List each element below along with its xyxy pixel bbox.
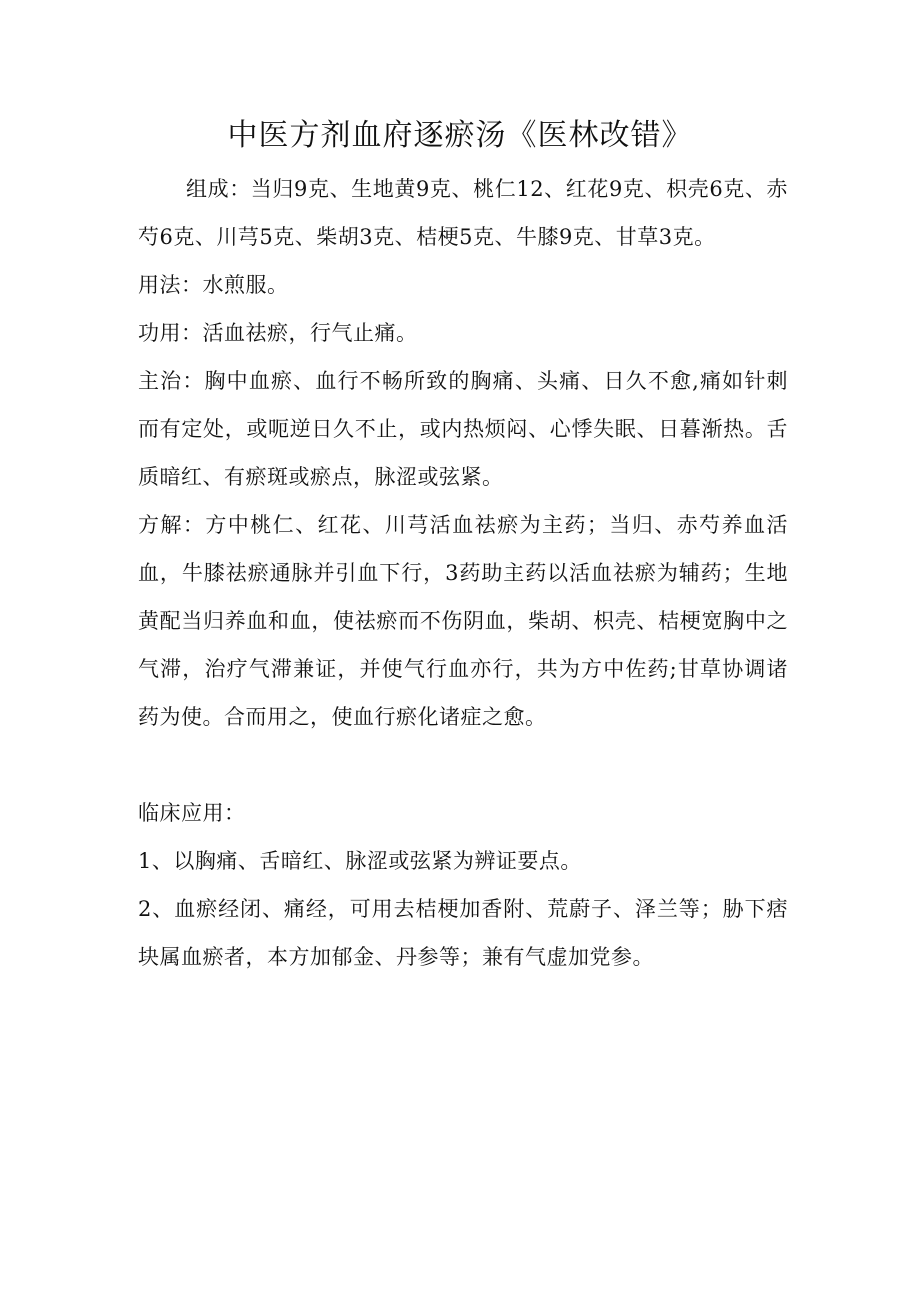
- analysis-paragraph: 方解：方中桃仁、红花、川芎活血祛瘀为主药；当归、赤芍养血活血，牛膝祛瘀通脉并引血下行，3药助主药以活血祛瘀为辅药；生地黄配当归养血和血，使祛瘀而不伤阴血，柴胡、枳壳、桔梗宽胸中之气滞，治疗气滞兼证，并使气行血亦行，共为方中佐药;甘草协调诸药为使。合而用之，使血行瘀化诸症之愈。: [138, 513, 788, 729]
- indications-paragraph: 主治：胸中血瘀、血行不畅所致的胸痛、头痛、日久不愈,痛如针刺而有定处，或呃逆日久不止，或内热烦闷、心悸失眠、日暮渐热。舌质暗红、有瘀斑或瘀点，脉涩或弦紧。: [138, 369, 788, 489]
- usage-paragraph: 用法：水煎服。: [138, 273, 289, 297]
- composition-paragraph: 组成：当归9克、生地黄9克、桃仁12、红花9克、枳壳6克、赤芍6克、川芎5克、柴胡3克、桔梗5克、牛膝9克、甘草3克。: [138, 177, 788, 249]
- clinical-item: 2、血瘀经闭、痛经，可用去桔梗加香附、荒蔚子、泽兰等；胁下痞块属血瘀者，本方加郁金、丹参等；兼有气虚加党参。: [138, 897, 788, 969]
- clinical-item: 1、以胸痛、舌暗红、脉涩或弦紧为辨证要点。: [138, 849, 582, 873]
- clinical-heading: 临床应用：: [138, 801, 246, 825]
- function-paragraph: 功用：活血祛瘀，行气止痛。: [138, 321, 418, 345]
- section-spacer: [138, 741, 788, 789]
- document-title: 中医方剂血府逐瘀汤《医林改错》: [227, 118, 693, 153]
- document-body: [138, 165, 788, 981]
